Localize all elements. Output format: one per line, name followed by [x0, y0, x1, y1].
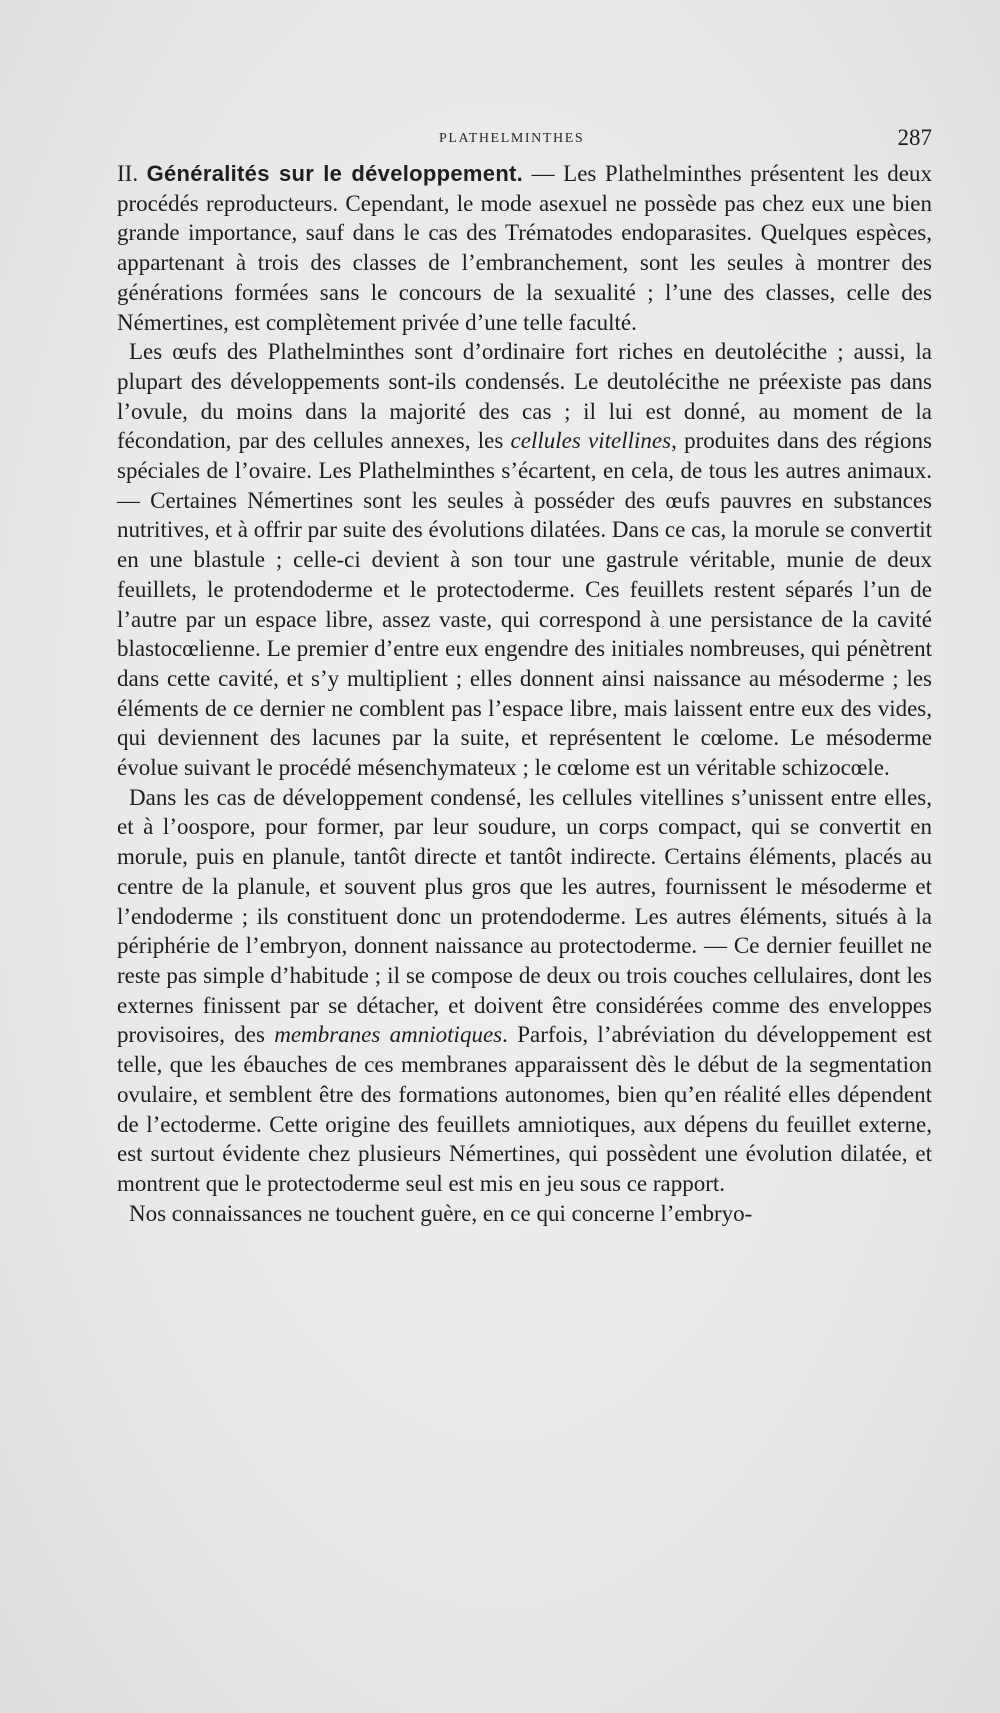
paragraph-2-text-a: Les œufs des Plathelminthes sont d’ordinaire fort riches en deutolécithe ; aussi, la plupart des développements sont-ils condensés. Le deutolécithe ne préexiste pas dans l’ovule, du moins dans la majorité des cas ; il lui est donné, au moment de la fécondation, par des cellules annexes, les	[117, 339, 932, 454]
paragraph-2-text-b: , produites dans des régions spéciales de l’ovaire. Les Plathelminthes s’écartent, en cela, de tous les autres animaux. — Certaines Némertines sont les seules à posséder des œufs pauvres en substances nutritives, et à offrir par suite des évolutions dilatées. Dans ce cas, la morule se convertit en une blastule ; celle-ci devient à son tour une gastrule véritable, munie de deux feuillets, le protendoderme et le protectoderme. Ces feuillets restent séparés l’un de l’autre par un espace libre, assez vaste, qui correspond à une persistance de la cavité blastocœlienne. Le premier d’entre eux engendre des initiales nombreuses, qui pénètrent dans cette cavité, et s’y multiplient ; elles donnent ainsi naissance au mésoderme ; les éléments de ce dernier ne comblent pas l’espace libre, mais laissent entre eux des vides, qui deviennent des lacunes par la suite, et représentent le cœlome. Le mésoderme évolue suivant le procédé mésenchymateux ; le cœlome est un véritable schizocœle.	[117, 428, 932, 781]
paragraph-1	[117, 159, 932, 337]
paragraph-4-text: Nos connaissances ne touchent guère, en ce qui concerne l’embryo-	[129, 1200, 753, 1226]
paragraph-2	[117, 337, 932, 783]
running-head	[117, 125, 932, 159]
running-head-title: PLATHELMINTHES	[439, 131, 585, 146]
paragraph-2-italic: cellules vitellines	[510, 428, 672, 454]
paragraph-3-text-a: Dans les cas de développement condensé, les cellules vitellines s’unissent entre elles, et à l’oospore, pour former, par leur soudure, un corps compact, qui se convertit en morule, puis en planule, tantôt directe et tantôt indirecte. Certains éléments, placés au centre de la planule, et souvent plus gros que les autres, fournissent le mésoderme et l’endoderme ; ils constituent donc un protendoderme. Les autres éléments, situés à la périphérie de l’embryon, donnent naissance au protectoderme. — Ce dernier feuillet ne reste pas simple d’habitude ; il se compose de deux ou trois couches cellulaires, dont les externes finissent par se détacher, et doivent être considérées comme des enveloppes provisoires, des	[117, 784, 932, 1048]
page-content	[117, 125, 932, 1228]
section-number: II.	[117, 161, 139, 186]
paragraph-4	[117, 1199, 932, 1229]
paragraph-3	[117, 783, 932, 1199]
paragraph-1-text: — Les Plathelminthes présentent les deux procédés reproducteurs. Cependant, le mode asexuel ne possède pas chez eux une bien grande importance, sauf dans le cas des Trématodes endoparasites. Quelques espèces, appartenant à trois des classes de l’embranchement, sont les seules à montrer des générations formées sans le concours de la sexualité ; l’une des classes, celle des Némertines, est complètement privée d’une telle faculté.	[117, 161, 932, 335]
section-title: Généralités sur le développement.	[146, 161, 524, 186]
paragraph-3-text-b: . Parfois, l’abréviation du développement est telle, que les ébauches de ces membranes apparaissent dès le début de la segmentation ovulaire, et semblent être des formations autonomes, bien qu’en réalité elles dépendent de l’ectoderme. Cette origine des feuillets amniotiques, aux dépens du feuillet externe, est surtout évidente chez plusieurs Némertines, qui possèdent une évolution dilatée, et montrent que le protectoderme seul est mis en jeu sous ce rapport.	[117, 1022, 932, 1196]
paragraph-3-italic: membranes amniotiques	[274, 1022, 503, 1048]
body-text	[117, 159, 932, 1228]
page-number: 287	[897, 125, 932, 150]
